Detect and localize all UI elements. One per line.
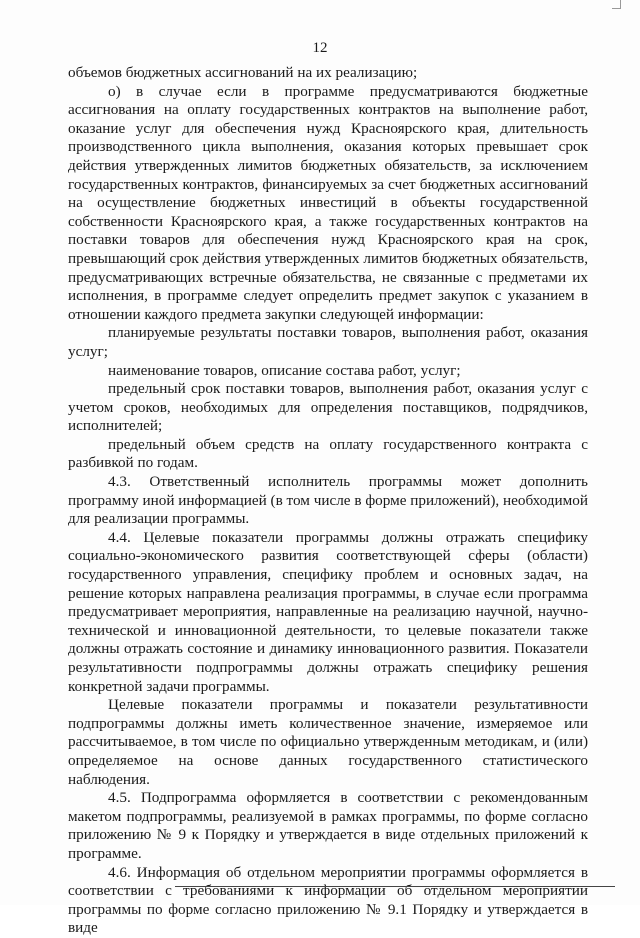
paragraph: объемов бюджетных ассигнований на их реализацию; xyxy=(68,64,418,81)
paragraph: 4.6. Информация об отдельном мероприятии программы оформляется в соответствии с требованиями к информации об отдельном мероприятии программы по форме согласно приложению № 9.1 Порядку и утверждается в виде xyxy=(68,863,588,937)
paragraph: предельный объем средств на оплату государственного контракта с разбивкой по годам. xyxy=(68,435,588,472)
body-text xyxy=(68,64,588,938)
paragraph: 4.3. Ответственный исполнитель программы может дополнить программу иной информацией (в том числе в форме приложений), необходимой для реализации программы. xyxy=(68,473,588,528)
paragraph: планируемые результаты поставки товаров, выполнения работ, оказания услуг; xyxy=(68,324,588,360)
paragraph: Целевые показатели программы и показатели результативности подпрограммы должны иметь количественное значение, измеряемое или рассчитываемое, в том числе по официально утвержденным методикам, и (или) определяемое на основе данных государственного статистического наблюдения. xyxy=(68,696,588,788)
paragraph: о) в случае если в программе предусматриваются бюджетные ассигнования на оплату государственных контрактов на выполнение работ, оказание услуг для обеспечения нужд Красноярского края, длительность производственного цикла выполнения, оказания которых превышает срок действия утвержденных лимитов бюджетных обязательств, за исключением государственных контрактов, финансируемых за счет бюджетных ассигнований на осуществление бюджетных инвестиций в объекты государственной собственности Красноярского края, а также государственных контрактов на поставки товаров для обеспечения нужд Красноярского края на срок, превышающий срок действия утвержденных лимитов бюджетных обязательств, предусматривающих встречные обязательства, не связанные с предметами их исполнения, в программе следует определить предмет закупок с указанием в отношении каждого предмета закупки следующей информации: xyxy=(68,82,588,323)
paragraph: 4.5. Подпрограмма оформляется в соответствии с рекомендованным макетом подпрограммы, реализуемой в рамках программы, по форме согласно приложению № 9 к Порядку и утверждается в виде отдельных приложений к программе. xyxy=(68,789,588,862)
paragraph: предельный срок поставки товаров, выполнения работ, оказания услуг с учетом сроков, необходимых для определения поставщиков, подрядчиков, исполнителей; xyxy=(68,380,588,435)
scan-corner-mark xyxy=(612,0,621,9)
footer-rule xyxy=(175,886,615,887)
paragraph: наименование товаров, описание состава работ, услуг; xyxy=(108,361,461,379)
page-number: 12 xyxy=(312,40,328,56)
paragraph: 4.4. Целевые показатели программы должны отражать специфику социально-экономического развития соответствующей сферы (области) государственного управления, специфику проблем и основных задач, на решение которых направлена реализация программы, в случае если программа предусматривает мероприятия, направленные на реализацию научной, научно-технической и инновационной деятельности, то целевые показатели также должны отражать состояние и динамику инновационного развития. Показатели результативности подпрограммы должны отражать специфику решения конкретной задачи программы. xyxy=(68,528,588,695)
